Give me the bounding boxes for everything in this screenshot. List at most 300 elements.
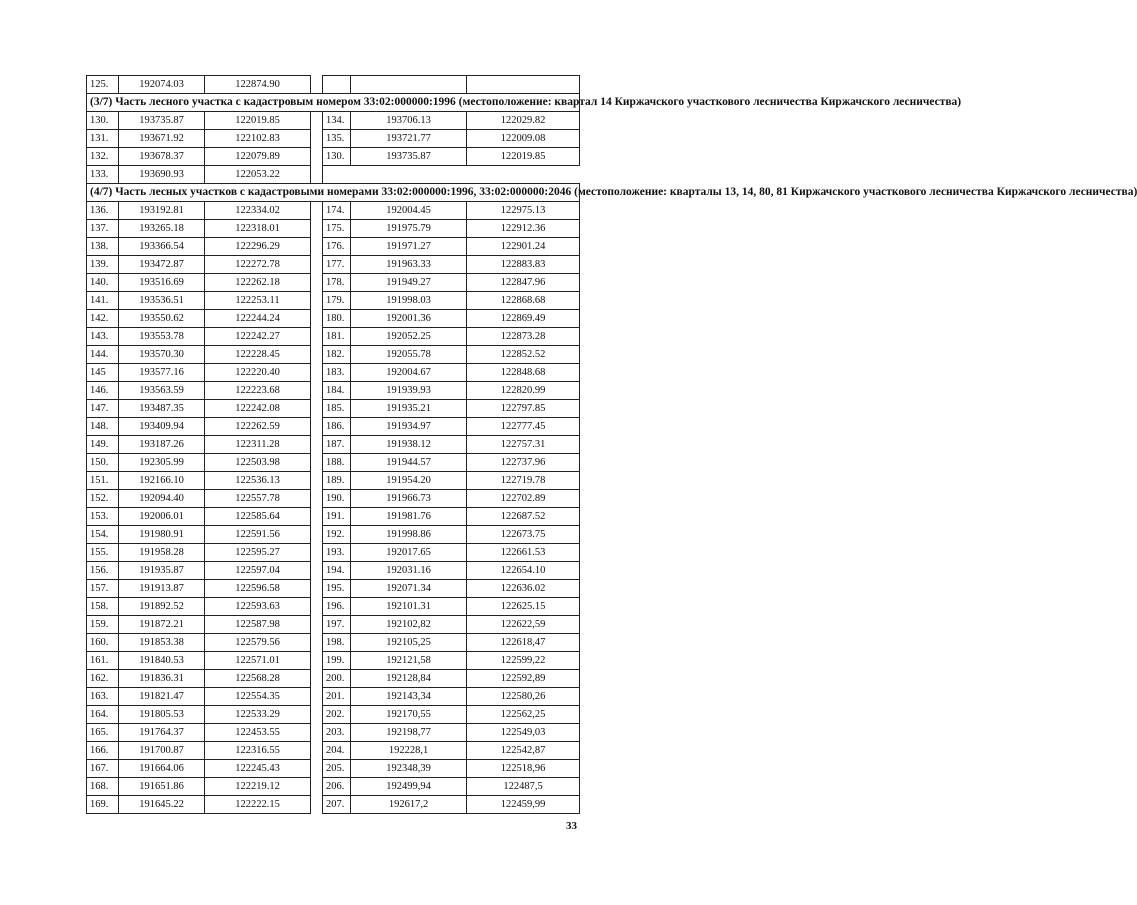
right-y-coordinate-cell: 122562,25: [467, 706, 580, 724]
table-row: [87, 598, 580, 616]
left-x-coordinate-cell: 191651.86: [119, 778, 205, 796]
right-point-number-cell: 204.: [323, 742, 351, 760]
right-x-coordinate-cell: 192055.78: [351, 346, 467, 364]
right-y-coordinate-cell: 122901.24: [467, 238, 580, 256]
right-point-number-cell: 178.: [323, 274, 351, 292]
right-y-coordinate-cell: 122820.99: [467, 382, 580, 400]
right-x-coordinate-cell: 192052.25: [351, 328, 467, 346]
right-point-number-cell: 188.: [323, 454, 351, 472]
right-point-number-cell: 187.: [323, 436, 351, 454]
right-x-coordinate-cell: 192102,82: [351, 616, 467, 634]
left-y-coordinate-cell: 122585.64: [205, 508, 311, 526]
left-point-number-cell: 160.: [87, 634, 119, 652]
left-x-coordinate-cell: 193187.26: [119, 436, 205, 454]
left-point-number-cell: 147.: [87, 400, 119, 418]
table-row: [87, 220, 580, 238]
left-x-coordinate-cell: 193671.92: [119, 130, 205, 148]
right-x-coordinate-cell: 192031.16: [351, 562, 467, 580]
left-point-number-cell: 158.: [87, 598, 119, 616]
left-point-number-cell: 150.: [87, 454, 119, 472]
right-y-coordinate-cell: 122542,87: [467, 742, 580, 760]
table-row: [87, 526, 580, 544]
right-point-number-cell: 207.: [323, 796, 351, 814]
column-gap: [311, 274, 323, 292]
table-row: [87, 760, 580, 778]
right-point-number-cell: 185.: [323, 400, 351, 418]
left-y-coordinate-cell: 122591.56: [205, 526, 311, 544]
right-x-coordinate-cell: 192004.45: [351, 202, 467, 220]
left-y-coordinate-cell: 122568.28: [205, 670, 311, 688]
column-gap: [311, 670, 323, 688]
left-y-coordinate-cell: 122316.55: [205, 742, 311, 760]
right-point-number-cell: 201.: [323, 688, 351, 706]
right-x-coordinate-cell: 192143,34: [351, 688, 467, 706]
table-row: [87, 256, 580, 274]
right-y-coordinate-cell: 122592,89: [467, 670, 580, 688]
left-x-coordinate-cell: 193577.16: [119, 364, 205, 382]
left-x-coordinate-cell: 192094.40: [119, 490, 205, 508]
right-point-number-cell: [323, 76, 351, 94]
empty-cell: [323, 166, 580, 184]
column-gap: [311, 742, 323, 760]
right-x-coordinate-cell: 191966.73: [351, 490, 467, 508]
left-y-coordinate-cell: 122222.15: [205, 796, 311, 814]
right-y-coordinate-cell: 122797.85: [467, 400, 580, 418]
left-x-coordinate-cell: 191853.38: [119, 634, 205, 652]
table-row: [87, 706, 580, 724]
right-point-number-cell: 174.: [323, 202, 351, 220]
right-point-number-cell: 177.: [323, 256, 351, 274]
left-x-coordinate-cell: 193472.87: [119, 256, 205, 274]
right-x-coordinate-cell: 193706.13: [351, 112, 467, 130]
left-point-number-cell: 151.: [87, 472, 119, 490]
left-x-coordinate-cell: 191935.87: [119, 562, 205, 580]
right-x-coordinate-cell: 193735.87: [351, 148, 467, 166]
right-y-coordinate-cell: [467, 76, 580, 94]
left-x-coordinate-cell: 193570.30: [119, 346, 205, 364]
right-point-number-cell: 130.: [323, 148, 351, 166]
left-point-number-cell: 167.: [87, 760, 119, 778]
right-x-coordinate-cell: 191963.33: [351, 256, 467, 274]
right-point-number-cell: 179.: [323, 292, 351, 310]
left-point-number-cell: 144.: [87, 346, 119, 364]
section-header: (4/7) Часть лесных участков с кадастровыми номерами 33:02:000000:1996, 33:02:000000:2046 (местоположение: кварталы 13, 14, 80, 81 Киржачского участкового лесничества Киржачского лесничества): [87, 184, 580, 202]
right-point-number-cell: 198.: [323, 634, 351, 652]
column-gap: [311, 112, 323, 130]
left-point-number-cell: 163.: [87, 688, 119, 706]
right-x-coordinate-cell: 192071.34: [351, 580, 467, 598]
left-point-number-cell: 155.: [87, 544, 119, 562]
column-gap: [311, 544, 323, 562]
right-y-coordinate-cell: 122622,59: [467, 616, 580, 634]
right-y-coordinate-cell: 122869.49: [467, 310, 580, 328]
left-x-coordinate-cell: 191840.53: [119, 652, 205, 670]
column-gap: [311, 310, 323, 328]
table-row: [87, 670, 580, 688]
right-point-number-cell: 203.: [323, 724, 351, 742]
left-point-number-cell: 136.: [87, 202, 119, 220]
right-y-coordinate-cell: 122625.15: [467, 598, 580, 616]
left-x-coordinate-cell: 193550.62: [119, 310, 205, 328]
table-row: [87, 418, 580, 436]
right-y-coordinate-cell: 122687.52: [467, 508, 580, 526]
left-point-number-cell: 143.: [87, 328, 119, 346]
left-y-coordinate-cell: 122557.78: [205, 490, 311, 508]
left-x-coordinate-cell: 191821.47: [119, 688, 205, 706]
right-x-coordinate-cell: [351, 76, 467, 94]
column-gap: [311, 238, 323, 256]
right-y-coordinate-cell: 122599,22: [467, 652, 580, 670]
left-x-coordinate-cell: 191913.87: [119, 580, 205, 598]
right-point-number-cell: 134.: [323, 112, 351, 130]
right-y-coordinate-cell: 122912.36: [467, 220, 580, 238]
right-y-coordinate-cell: 122702.89: [467, 490, 580, 508]
left-y-coordinate-cell: 122228.45: [205, 346, 311, 364]
right-point-number-cell: 193.: [323, 544, 351, 562]
column-gap: [311, 634, 323, 652]
column-gap: [311, 418, 323, 436]
table-row: [87, 238, 580, 256]
column-gap: [311, 490, 323, 508]
coordinates-table: [86, 75, 1137, 814]
right-y-coordinate-cell: 122883.83: [467, 256, 580, 274]
right-x-coordinate-cell: 192121,58: [351, 652, 467, 670]
right-y-coordinate-cell: 122975.13: [467, 202, 580, 220]
left-point-number-cell: 148.: [87, 418, 119, 436]
right-y-coordinate-cell: 122580,26: [467, 688, 580, 706]
table-row: [87, 634, 580, 652]
left-y-coordinate-cell: 122536.13: [205, 472, 311, 490]
column-gap: [311, 76, 323, 94]
coordinate-table-sheet: [86, 75, 1137, 814]
left-x-coordinate-cell: 193192.81: [119, 202, 205, 220]
left-point-number-cell: 141.: [87, 292, 119, 310]
left-x-coordinate-cell: 193265.18: [119, 220, 205, 238]
right-y-coordinate-cell: 122549,03: [467, 724, 580, 742]
column-gap: [311, 616, 323, 634]
left-y-coordinate-cell: 122334.02: [205, 202, 311, 220]
left-point-number-cell: 131.: [87, 130, 119, 148]
table-row: [87, 544, 580, 562]
right-y-coordinate-cell: 122661.53: [467, 544, 580, 562]
left-point-number-cell: 139.: [87, 256, 119, 274]
right-x-coordinate-cell: 191939.93: [351, 382, 467, 400]
column-gap: [311, 130, 323, 148]
left-x-coordinate-cell: 193366.54: [119, 238, 205, 256]
table-row: [87, 364, 580, 382]
column-gap: [311, 256, 323, 274]
left-x-coordinate-cell: 193536.51: [119, 292, 205, 310]
table-row: [87, 346, 580, 364]
left-y-coordinate-cell: 122554.35: [205, 688, 311, 706]
left-x-coordinate-cell: 193516.69: [119, 274, 205, 292]
right-x-coordinate-cell: 192499,94: [351, 778, 467, 796]
right-y-coordinate-cell: 122737.96: [467, 454, 580, 472]
right-x-coordinate-cell: 191998.03: [351, 292, 467, 310]
left-point-number-cell: 146.: [87, 382, 119, 400]
section-header: (3/7) Часть лесного участка с кадастровым номером 33:02:000000:1996 (местоположение: квартал 14 Киржачского участкового лесничества Киржачского лесничества): [87, 94, 580, 112]
right-x-coordinate-cell: 191975.79: [351, 220, 467, 238]
right-x-coordinate-cell: 192228,1: [351, 742, 467, 760]
left-x-coordinate-cell: 191836.31: [119, 670, 205, 688]
column-gap: [311, 580, 323, 598]
left-y-coordinate-cell: 122571.01: [205, 652, 311, 670]
left-point-number-cell: 137.: [87, 220, 119, 238]
left-point-number-cell: 132.: [87, 148, 119, 166]
column-gap: [311, 688, 323, 706]
right-y-coordinate-cell: 122852.52: [467, 346, 580, 364]
right-point-number-cell: 186.: [323, 418, 351, 436]
right-y-coordinate-cell: 122868.68: [467, 292, 580, 310]
right-x-coordinate-cell: 193721.77: [351, 130, 467, 148]
column-gap: [311, 220, 323, 238]
left-point-number-cell: 159.: [87, 616, 119, 634]
left-point-number-cell: 166.: [87, 742, 119, 760]
right-y-coordinate-cell: 122848.68: [467, 364, 580, 382]
column-gap: [311, 760, 323, 778]
right-x-coordinate-cell: 192004.67: [351, 364, 467, 382]
left-x-coordinate-cell: 193735.87: [119, 112, 205, 130]
left-y-coordinate-cell: 122019.85: [205, 112, 311, 130]
right-x-coordinate-cell: 191981.76: [351, 508, 467, 526]
coordinates-table-body: [87, 76, 1137, 814]
table-row: [87, 796, 580, 814]
left-y-coordinate-cell: 122272.78: [205, 256, 311, 274]
right-point-number-cell: 199.: [323, 652, 351, 670]
left-x-coordinate-cell: 193678.37: [119, 148, 205, 166]
column-gap: [311, 796, 323, 814]
right-y-coordinate-cell: 122757.31: [467, 436, 580, 454]
left-x-coordinate-cell: 191805.53: [119, 706, 205, 724]
right-x-coordinate-cell: 192017.65: [351, 544, 467, 562]
table-row: [87, 292, 580, 310]
left-point-number-cell: 133.: [87, 166, 119, 184]
left-point-number-cell: 152.: [87, 490, 119, 508]
right-y-coordinate-cell: 122518,96: [467, 760, 580, 778]
left-y-coordinate-cell: 122874.90: [205, 76, 311, 94]
left-y-coordinate-cell: 122053.22: [205, 166, 311, 184]
left-x-coordinate-cell: 192074.03: [119, 76, 205, 94]
right-x-coordinate-cell: 192105,25: [351, 634, 467, 652]
left-point-number-cell: 168.: [87, 778, 119, 796]
left-point-number-cell: 165.: [87, 724, 119, 742]
table-row: [87, 328, 580, 346]
left-x-coordinate-cell: 191958.28: [119, 544, 205, 562]
right-y-coordinate-cell: 122459,99: [467, 796, 580, 814]
table-row: [87, 490, 580, 508]
left-y-coordinate-cell: 122311.28: [205, 436, 311, 454]
left-y-coordinate-cell: 122318.01: [205, 220, 311, 238]
right-y-coordinate-cell: 122719.78: [467, 472, 580, 490]
left-x-coordinate-cell: 193553.78: [119, 328, 205, 346]
right-point-number-cell: 183.: [323, 364, 351, 382]
table-row: [87, 688, 580, 706]
right-y-coordinate-cell: 122009.08: [467, 130, 580, 148]
right-point-number-cell: 181.: [323, 328, 351, 346]
column-gap: [311, 292, 323, 310]
right-point-number-cell: 206.: [323, 778, 351, 796]
right-point-number-cell: 180.: [323, 310, 351, 328]
right-point-number-cell: 202.: [323, 706, 351, 724]
column-gap: [311, 562, 323, 580]
left-y-coordinate-cell: 122579.56: [205, 634, 311, 652]
table-row: [87, 112, 580, 130]
left-y-coordinate-cell: 122242.08: [205, 400, 311, 418]
table-row: [87, 742, 580, 760]
table-row: [87, 616, 580, 634]
table-row: [87, 652, 580, 670]
left-x-coordinate-cell: 193690.93: [119, 166, 205, 184]
left-y-coordinate-cell: 122242.27: [205, 328, 311, 346]
table-row: [87, 382, 580, 400]
table-row: [87, 580, 580, 598]
column-gap: [311, 148, 323, 166]
right-x-coordinate-cell: 192198,77: [351, 724, 467, 742]
column-gap: [311, 778, 323, 796]
left-y-coordinate-cell: 122245.43: [205, 760, 311, 778]
right-x-coordinate-cell: 191938.12: [351, 436, 467, 454]
left-y-coordinate-cell: 122533.29: [205, 706, 311, 724]
left-y-coordinate-cell: 122597.04: [205, 562, 311, 580]
right-point-number-cell: 194.: [323, 562, 351, 580]
right-point-number-cell: 182.: [323, 346, 351, 364]
left-y-coordinate-cell: 122595.27: [205, 544, 311, 562]
column-gap: [311, 706, 323, 724]
left-x-coordinate-cell: 191980.91: [119, 526, 205, 544]
right-point-number-cell: 184.: [323, 382, 351, 400]
left-x-coordinate-cell: 191645.22: [119, 796, 205, 814]
right-y-coordinate-cell: 122487,5: [467, 778, 580, 796]
left-point-number-cell: 157.: [87, 580, 119, 598]
right-point-number-cell: 190.: [323, 490, 351, 508]
left-point-number-cell: 154.: [87, 526, 119, 544]
column-gap: [311, 436, 323, 454]
table-row: [87, 778, 580, 796]
table-row: [87, 148, 580, 166]
table-row: [87, 508, 580, 526]
left-y-coordinate-cell: 122593.63: [205, 598, 311, 616]
table-row: [87, 472, 580, 490]
table-row: [87, 400, 580, 418]
right-y-coordinate-cell: 122777.45: [467, 418, 580, 436]
right-point-number-cell: 195.: [323, 580, 351, 598]
right-x-coordinate-cell: 191944.57: [351, 454, 467, 472]
left-point-number-cell: 161.: [87, 652, 119, 670]
left-point-number-cell: 153.: [87, 508, 119, 526]
right-point-number-cell: 176.: [323, 238, 351, 256]
right-x-coordinate-cell: 192348,39: [351, 760, 467, 778]
left-y-coordinate-cell: 122102.83: [205, 130, 311, 148]
left-x-coordinate-cell: 193563.59: [119, 382, 205, 400]
right-point-number-cell: 192.: [323, 526, 351, 544]
left-x-coordinate-cell: 191700.87: [119, 742, 205, 760]
right-point-number-cell: 196.: [323, 598, 351, 616]
right-y-coordinate-cell: 122847.96: [467, 274, 580, 292]
left-point-number-cell: 164.: [87, 706, 119, 724]
right-point-number-cell: 205.: [323, 760, 351, 778]
left-point-number-cell: 149.: [87, 436, 119, 454]
right-x-coordinate-cell: 191935.21: [351, 400, 467, 418]
table-row: [87, 130, 580, 148]
left-y-coordinate-cell: 122587.98: [205, 616, 311, 634]
right-y-coordinate-cell: 122873.28: [467, 328, 580, 346]
left-y-coordinate-cell: 122453.55: [205, 724, 311, 742]
column-gap: [311, 166, 323, 184]
left-x-coordinate-cell: 191764.37: [119, 724, 205, 742]
right-point-number-cell: 197.: [323, 616, 351, 634]
right-y-coordinate-cell: 122019.85: [467, 148, 580, 166]
column-gap: [311, 526, 323, 544]
right-x-coordinate-cell: 191954.20: [351, 472, 467, 490]
right-y-coordinate-cell: 122636.02: [467, 580, 580, 598]
column-gap: [311, 364, 323, 382]
left-point-number-cell: 138.: [87, 238, 119, 256]
left-point-number-cell: 125.: [87, 76, 119, 94]
right-y-coordinate-cell: 122673.75: [467, 526, 580, 544]
column-gap: [311, 598, 323, 616]
right-point-number-cell: 189.: [323, 472, 351, 490]
left-y-coordinate-cell: 122296.29: [205, 238, 311, 256]
column-gap: [311, 400, 323, 418]
column-gap: [311, 202, 323, 220]
left-point-number-cell: 162.: [87, 670, 119, 688]
left-y-coordinate-cell: 122220.40: [205, 364, 311, 382]
right-x-coordinate-cell: 191998.86: [351, 526, 467, 544]
left-x-coordinate-cell: 192006.01: [119, 508, 205, 526]
column-gap: [311, 508, 323, 526]
right-point-number-cell: 200.: [323, 670, 351, 688]
column-gap: [311, 472, 323, 490]
left-y-coordinate-cell: 122219.12: [205, 778, 311, 796]
table-row: [87, 166, 580, 184]
left-y-coordinate-cell: 122244.24: [205, 310, 311, 328]
left-point-number-cell: 130.: [87, 112, 119, 130]
column-gap: [311, 724, 323, 742]
left-y-coordinate-cell: 122596.58: [205, 580, 311, 598]
left-point-number-cell: 145: [87, 364, 119, 382]
table-row: [87, 202, 580, 220]
right-x-coordinate-cell: 191949.27: [351, 274, 467, 292]
column-gap: [311, 346, 323, 364]
column-gap: [311, 382, 323, 400]
left-y-coordinate-cell: 122262.59: [205, 418, 311, 436]
left-x-coordinate-cell: 191664.06: [119, 760, 205, 778]
left-x-coordinate-cell: 192305.99: [119, 454, 205, 472]
left-x-coordinate-cell: 193409.94: [119, 418, 205, 436]
right-y-coordinate-cell: 122029.82: [467, 112, 580, 130]
left-point-number-cell: 142.: [87, 310, 119, 328]
table-row: [87, 454, 580, 472]
left-y-coordinate-cell: 122253.11: [205, 292, 311, 310]
right-y-coordinate-cell: 122618,47: [467, 634, 580, 652]
right-point-number-cell: 135.: [323, 130, 351, 148]
right-y-coordinate-cell: 122654.10: [467, 562, 580, 580]
section-header-row: [87, 94, 580, 112]
right-x-coordinate-cell: 192617,2: [351, 796, 467, 814]
right-point-number-cell: 191.: [323, 508, 351, 526]
column-gap: [311, 652, 323, 670]
right-x-coordinate-cell: 191934.97: [351, 418, 467, 436]
left-point-number-cell: 169.: [87, 796, 119, 814]
left-y-coordinate-cell: 122079.89: [205, 148, 311, 166]
column-gap: [311, 328, 323, 346]
page-number: 33: [566, 820, 577, 832]
left-y-coordinate-cell: 122503.98: [205, 454, 311, 472]
right-x-coordinate-cell: 192128,84: [351, 670, 467, 688]
table-row: [87, 724, 580, 742]
section-header-row: [87, 184, 580, 202]
table-row: [87, 274, 580, 292]
